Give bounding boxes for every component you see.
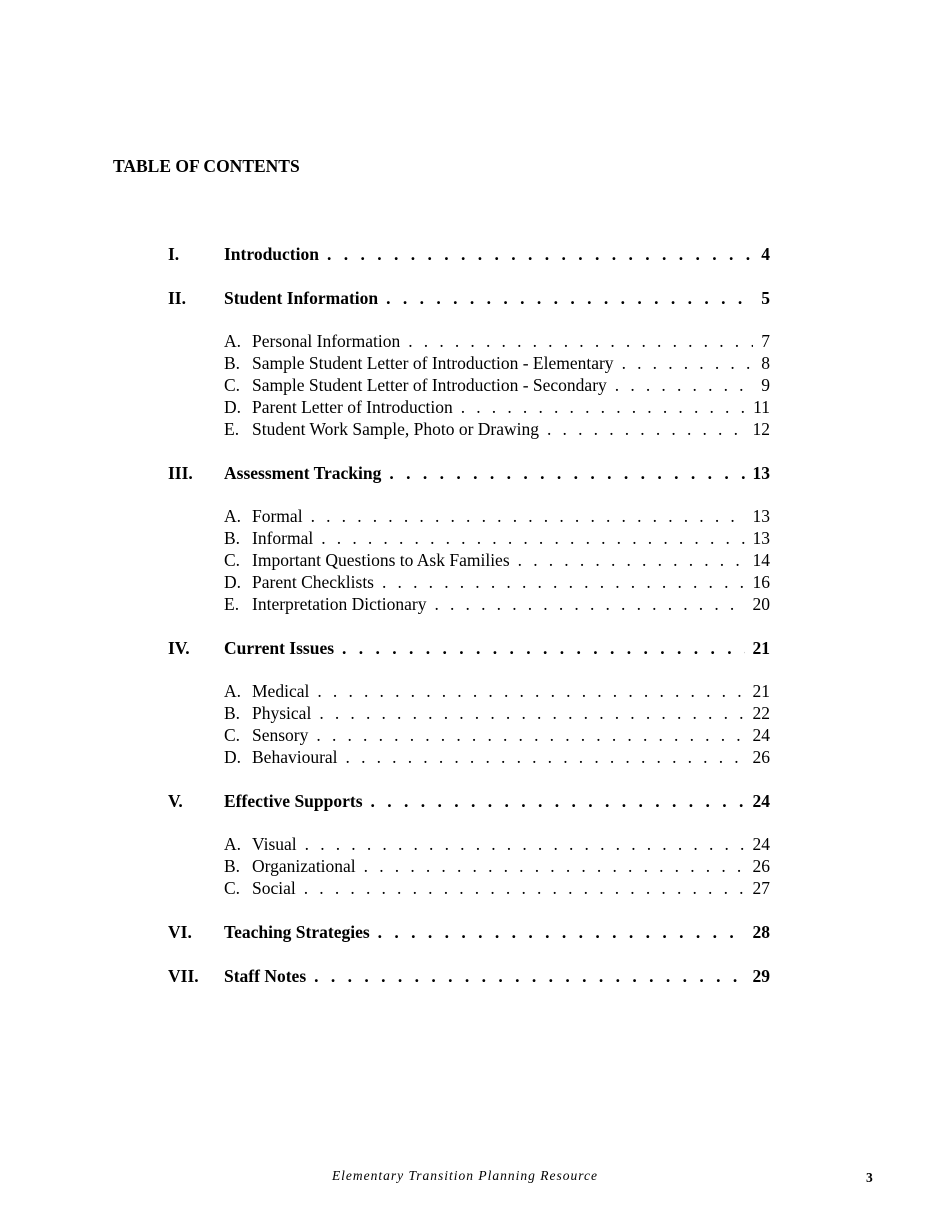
section-page-number: 4 — [761, 244, 770, 264]
entry-label: Informal — [252, 528, 314, 548]
dot-leader — [547, 419, 745, 440]
entry-label: Formal — [252, 506, 303, 526]
dot-leader — [327, 244, 753, 265]
toc-subsection-list — [168, 331, 770, 441]
entry-page-number: 20 — [752, 594, 770, 614]
toc-main-entry — [168, 966, 770, 988]
toc-sub-entry — [224, 681, 770, 703]
entry-page-number: 21 — [752, 681, 770, 701]
entry-label: Interpretation Dictionary — [252, 594, 427, 614]
toc-sub-entry — [224, 506, 770, 528]
toc-section — [168, 922, 770, 944]
footer-page-number: 3 — [866, 1170, 873, 1185]
section-page-number: 29 — [752, 966, 770, 986]
entry-letter: A. — [224, 331, 242, 351]
entry-letter: E. — [224, 419, 240, 439]
entry-page-number: 14 — [752, 550, 770, 570]
toc-sub-entry — [224, 419, 770, 441]
section-page-number: 28 — [752, 922, 770, 942]
entry-page-number: 24 — [752, 834, 770, 854]
entry-label: Visual — [252, 834, 297, 854]
section-numeral: I. — [168, 244, 180, 264]
toc-subsection-list — [168, 506, 770, 616]
entry-letter: C. — [224, 375, 241, 395]
dot-leader — [321, 528, 744, 549]
entry-label: Parent Checklists — [252, 572, 374, 592]
toc-sub-entry — [224, 878, 770, 900]
entry-label: Sample Student Letter of Introduction - Secondary — [252, 375, 607, 395]
entry-page-number: 27 — [752, 878, 770, 898]
toc-sub-entry — [224, 528, 770, 550]
entry-page-number: 7 — [761, 331, 770, 351]
dot-leader — [615, 375, 753, 396]
entry-letter: A. — [224, 681, 242, 701]
entry-letter: B. — [224, 353, 241, 373]
toc-section — [168, 244, 770, 266]
section-title: Assessment Tracking — [224, 463, 382, 483]
entry-page-number: 26 — [752, 747, 770, 767]
dot-leader — [317, 681, 744, 702]
section-numeral: II. — [168, 288, 186, 308]
entry-label: Parent Letter of Introduction — [252, 397, 453, 417]
entry-label: Personal Information — [252, 331, 401, 351]
dot-leader — [622, 353, 754, 374]
section-numeral: V. — [168, 791, 183, 811]
entry-page-number: 24 — [752, 725, 770, 745]
section-title: Teaching Strategies — [224, 922, 370, 942]
dot-leader — [316, 725, 744, 746]
entry-label: Sensory — [252, 725, 309, 745]
entry-label: Physical — [252, 703, 312, 723]
entry-letter: A. — [224, 506, 242, 526]
section-numeral: III. — [168, 463, 193, 483]
entry-page-number: 13 — [752, 506, 770, 526]
entry-letter: C. — [224, 550, 241, 570]
section-numeral: VI. — [168, 922, 192, 942]
toc-section — [168, 288, 770, 441]
entry-page-number: 11 — [753, 397, 770, 417]
dot-leader — [389, 463, 744, 484]
entry-letter: B. — [224, 856, 241, 876]
entry-page-number: 9 — [761, 375, 770, 395]
entry-letter: A. — [224, 834, 242, 854]
entry-label: Behavioural — [252, 747, 338, 767]
entry-page-number: 16 — [752, 572, 770, 592]
dot-leader — [461, 397, 745, 418]
toc-section — [168, 463, 770, 616]
entry-page-number: 12 — [752, 419, 770, 439]
section-title: Effective Supports — [224, 791, 363, 811]
toc-subsection-list — [168, 681, 770, 769]
section-page-number: 21 — [752, 638, 770, 658]
dot-leader — [319, 703, 744, 724]
toc-main-entry — [168, 638, 770, 660]
entry-page-number: 13 — [752, 528, 770, 548]
dot-leader — [311, 506, 745, 527]
entry-label: Medical — [252, 681, 310, 701]
toc-sub-entry — [224, 747, 770, 769]
dot-leader — [364, 856, 745, 877]
dot-leader — [342, 638, 744, 659]
dot-leader — [382, 572, 745, 593]
footer-title: Elementary Transition Planning Resource — [331, 1168, 599, 1183]
dot-leader — [434, 594, 744, 615]
toc-sub-entry — [224, 397, 770, 419]
entry-letter: B. — [224, 528, 241, 548]
dot-leader — [371, 791, 745, 812]
table-of-contents — [168, 244, 770, 1010]
section-page-number: 24 — [752, 791, 770, 811]
entry-letter: B. — [224, 703, 241, 723]
dot-leader — [378, 922, 745, 943]
entry-letter: D. — [224, 397, 242, 417]
toc-subsection-list — [168, 834, 770, 900]
dot-leader — [305, 834, 745, 855]
entry-letter: D. — [224, 572, 242, 592]
entry-page-number: 26 — [752, 856, 770, 876]
toc-sub-entry — [224, 572, 770, 594]
dot-leader — [314, 966, 744, 987]
dot-leader — [408, 331, 753, 352]
toc-main-entry — [168, 922, 770, 944]
toc-section — [168, 966, 770, 988]
toc-sub-entry — [224, 375, 770, 397]
toc-main-entry — [168, 463, 770, 485]
section-title: Current Issues — [224, 638, 335, 658]
dot-leader — [346, 747, 745, 768]
toc-section — [168, 791, 770, 900]
entry-label: Organizational — [252, 856, 356, 876]
page-title: TABLE OF CONTENTS — [113, 156, 300, 176]
entry-letter: D. — [224, 747, 242, 767]
toc-main-entry — [168, 791, 770, 813]
toc-sub-entry — [224, 594, 770, 616]
toc-sub-entry — [224, 856, 770, 878]
entry-label: Social — [252, 878, 296, 898]
section-page-number: 5 — [761, 288, 770, 308]
toc-sub-entry — [224, 331, 770, 353]
toc-sub-entry — [224, 703, 770, 725]
section-page-number: 13 — [752, 463, 770, 483]
entry-page-number: 8 — [761, 353, 770, 373]
section-numeral: IV. — [168, 638, 190, 658]
dot-leader — [518, 550, 745, 571]
section-title: Introduction — [224, 244, 319, 264]
entry-label: Important Questions to Ask Families — [252, 550, 510, 570]
entry-letter: E. — [224, 594, 240, 614]
toc-sub-entry — [224, 550, 770, 572]
toc-section — [168, 638, 770, 769]
entry-letter: C. — [224, 878, 241, 898]
dot-leader — [386, 288, 753, 309]
section-numeral: VII. — [168, 966, 199, 986]
section-title: Staff Notes — [224, 966, 307, 986]
dot-leader — [304, 878, 745, 899]
entry-label: Sample Student Letter of Introduction - Elementary — [252, 353, 614, 373]
entry-letter: C. — [224, 725, 241, 745]
toc-sub-entry — [224, 834, 770, 856]
toc-sub-entry — [224, 725, 770, 747]
entry-label: Student Work Sample, Photo or Drawing — [252, 419, 539, 439]
section-title: Student Information — [224, 288, 379, 308]
toc-main-entry — [168, 244, 770, 266]
toc-main-entry — [168, 288, 770, 310]
toc-sub-entry — [224, 353, 770, 375]
entry-page-number: 22 — [752, 703, 770, 723]
